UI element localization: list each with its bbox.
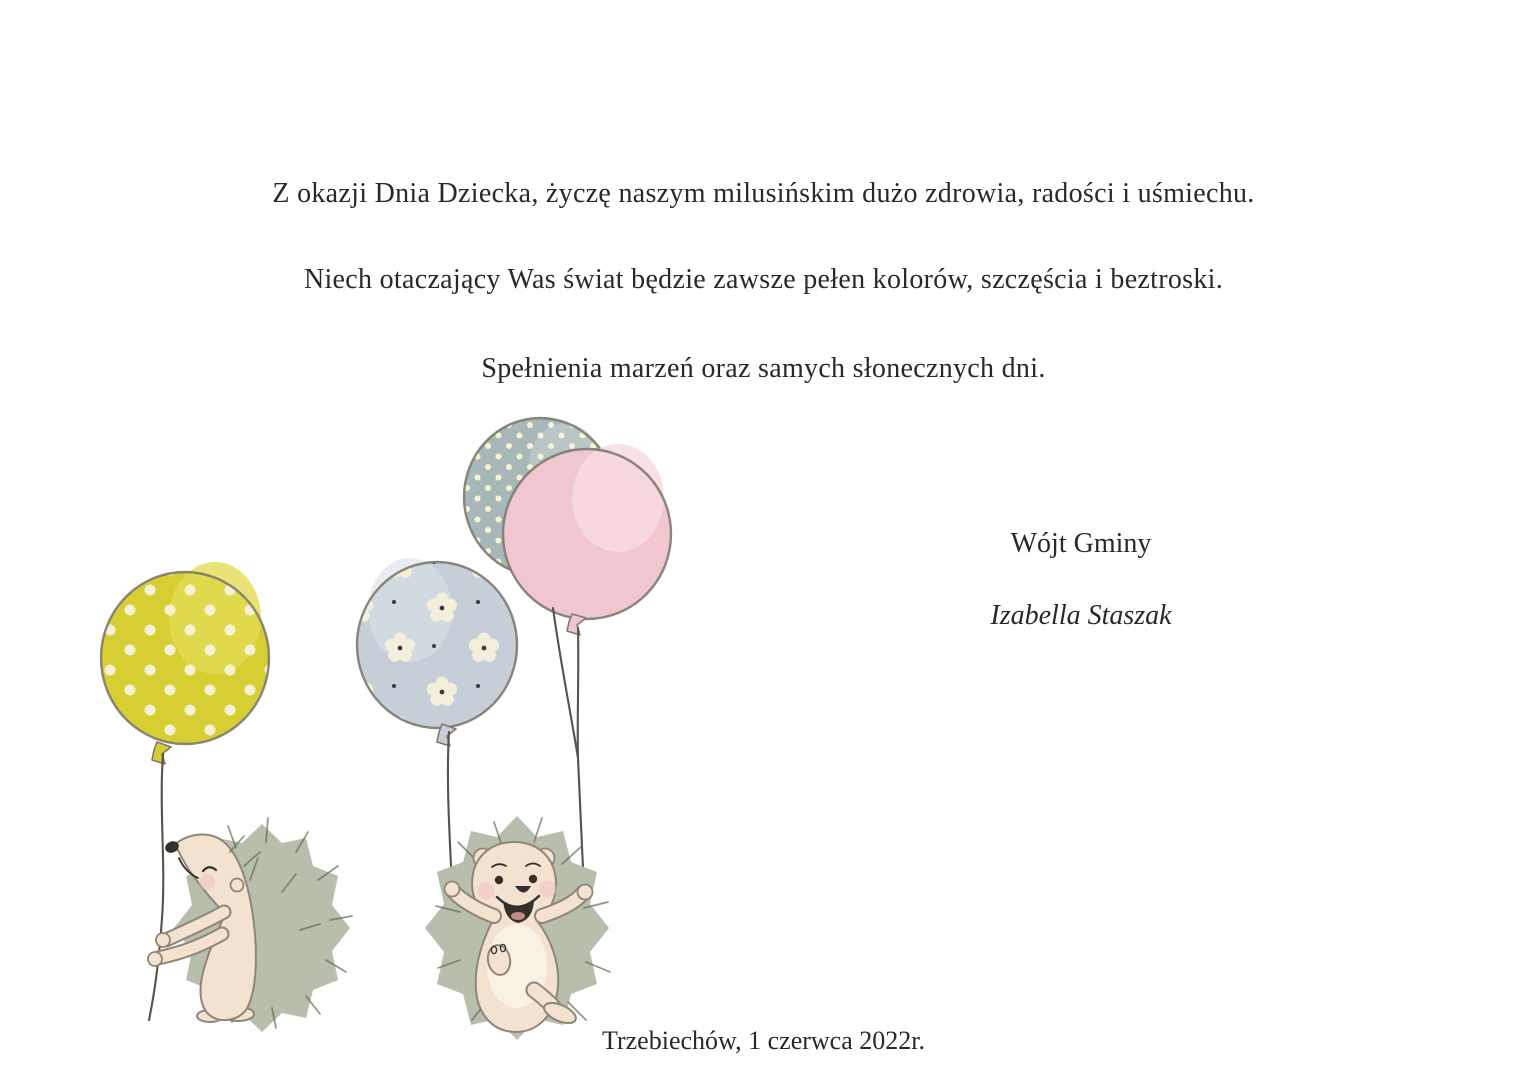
- yellow-balloon-string: [149, 754, 163, 1020]
- hedgehog-left: [148, 818, 352, 1032]
- greeting-line-2: Niech otaczający Was świat będzie zawsze pełen kolorów, szczęścia i beztroski.: [303, 264, 1224, 295]
- date-place-line: Trzebiechów, 1 czerwca 2022r.: [602, 1026, 925, 1055]
- signature-name: Izabella Staszak: [990, 600, 1172, 631]
- yellow-polka-dot-balloon: [101, 562, 269, 764]
- signature-title: Wójt Gminy: [1010, 528, 1152, 559]
- blue-floral-balloon: [357, 558, 517, 746]
- greeting-line-3: Spełnienia marzeń oraz samych słonecznych dni.: [481, 353, 1046, 384]
- pink-balloon: [503, 444, 671, 635]
- greeting-line-1: Z okazji Dnia Dziecka, życzę naszym milusińskim dużo zdrowia, radości i uśmiechu.: [272, 178, 1255, 209]
